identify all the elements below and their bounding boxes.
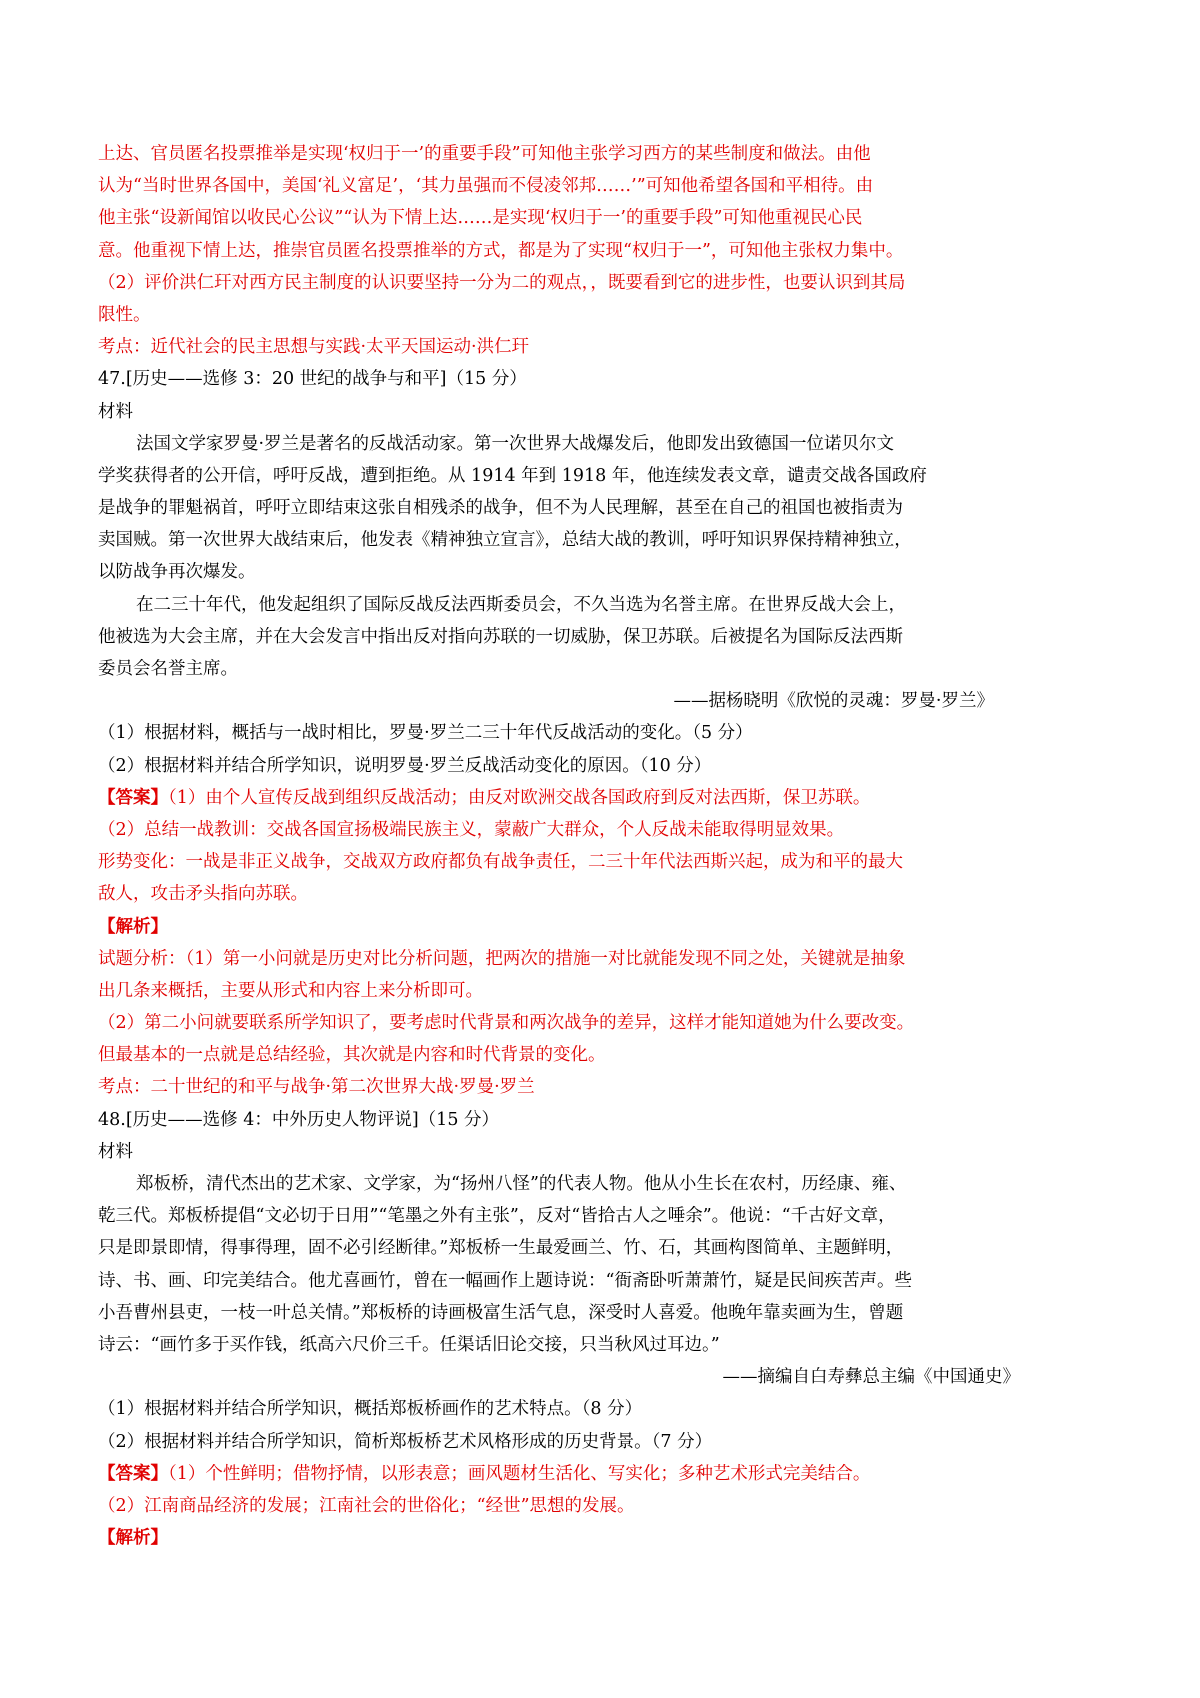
q47-material-label: 材料 — [98, 401, 133, 422]
q47-answer-line: 形势变化：一战是非正义战争，交战双方政府都负有战争责任，二三十年代法西斯兴起，成为和平的最大 — [98, 852, 903, 873]
q47-heading: 47.[历史——选修 3：20 世纪的战争与和平]（15 分） — [98, 369, 527, 390]
q48-heading: 48.[历史——选修 4：中外历史人物评说]（15 分） — [98, 1109, 500, 1130]
q47-analysis-line: （2）第二小问就要联系所学知识了，要考虑时代背景和两次战争的差异，这样才能知道她为什么要改变。 — [98, 1013, 915, 1034]
q47-analysis-line: 试题分析：（1）第一小问就是历史对比分析问题，把两次的措施一对比就能发现不同之处，关键就是抽象 — [98, 948, 906, 969]
answer-tag: 【答案】 — [98, 1463, 168, 1484]
document-page — [98, 138, 1100, 1554]
q46-analysis-line: （2）评价洪仁玕对西方民主制度的认识要坚持一分为二的观点，，既要看到它的进步性，也要认识到其局 — [98, 272, 906, 293]
q47-answer-line — [98, 782, 1100, 814]
q48-source: ——摘编自白寿彝总主编《中国通史》 — [722, 1367, 1020, 1388]
q47-answer-line: （2）总结一战教训：交战各国宣扬极端民族主义，蒙蔽广大群众，个人反战未能取得明显效果。 — [98, 819, 845, 840]
q47-analysis-line: 出几条来概括，主要从形式和内容上来分析即可。 — [98, 980, 483, 1001]
q48-answer-line: （2）江南商品经济的发展；江南社会的世俗化；“经世”思想的发展。 — [98, 1495, 635, 1516]
answer-text: （1）由个人宣传反战到组织反战活动；由反对欧洲交战各国政府到反对法西斯，保卫苏联。 — [168, 787, 871, 808]
q48-analysis-tag: 【解析】 — [98, 1528, 168, 1549]
q48-question-2: （2）根据材料并结合所学知识，简析郑板桥艺术风格形成的历史背景。（7 分） — [98, 1431, 713, 1452]
q46-analysis-line: 他主张“设新闻馆以收民心公议”“认为下情上达……是实现‘权归于一’的重要手段”可知他重视民心民 — [98, 208, 863, 229]
q48-material-line: 郑板桥，清代杰出的艺术家、文学家，为“扬州八怪”的代表人物。他从小生长在农村，历经康、雍、 — [136, 1174, 907, 1194]
q47-material-line: 学奖获得者的公开信，呼吁反战，遭到拒绝。从 1914 年到 1918 年，他连续发表文章，谴责交战各国政府 — [98, 465, 927, 486]
q47-answer-line: 敌人，攻击矛头指向苏联。 — [98, 884, 308, 905]
q47-material-line: 以防战争再次爆发。 — [98, 562, 256, 583]
q46-analysis-line: 上达、官员匿名投票推举是实现‘权归于一’的重要手段”可知他主张学习西方的某些制度和做法。由他 — [98, 144, 871, 164]
q47-question-1: （1）根据材料，概括与一战时相比，罗曼·罗兰二三十年代反战活动的变化。（5 分） — [98, 723, 753, 744]
q47-analysis-line: 但最基本的一点就是总结经验，其次就是内容和时代背景的变化。 — [98, 1045, 606, 1066]
q46-analysis-line: 认为“当时世界各国中，美国‘礼义富足’，‘其力虽强而不侵凌邻邦……’”可知他希望各国和平相待。由 — [98, 176, 874, 197]
q48-material-line: 只是即景即情，得事得理，固不必引经断律。”郑板桥一生最爱画兰、竹、石，其画构图简单、主题鲜明， — [98, 1238, 904, 1259]
q47-material-line: 法国文学家罗曼·罗兰是著名的反战活动家。第一次世界大战爆发后，他即发出致德国一位诺贝尔文 — [136, 433, 895, 454]
q47-material-line: 卖国贼。第一次世界大战结束后，他发表《精神独立宣言》，总结大战的教训，呼吁知识界保持精神独立， — [98, 530, 912, 551]
q47-kaodian: 考点：二十世纪的和平与战争·第二次世界大战·罗曼·罗兰 — [98, 1077, 535, 1098]
q47-analysis-tag: 【解析】 — [98, 916, 168, 937]
q46-kaodian: 考点：近代社会的民主思想与实践·太平天国运动·洪仁玕 — [98, 337, 530, 358]
answer-tag: 【答案】 — [98, 787, 168, 808]
q47-material-line: 委员会名誉主席。 — [98, 659, 238, 679]
q48-material-line: 小吾曹州县吏，一枝一叶总关情。”郑板桥的诗画极富生活气息，深受时人喜爱。他晚年靠卖画为生，曾题 — [98, 1302, 904, 1323]
q48-material-line: 诗云：“画竹多于买作钱，纸高六尺价三千。任渠话旧论交接，只当秋风过耳边。” — [98, 1334, 720, 1355]
q47-material-line: 他被选为大会主席，并在大会发言中指出反对指向苏联的一切威胁，保卫苏联。后被提名为国际反法西斯 — [98, 626, 903, 647]
q48-answer-line — [98, 1458, 1100, 1490]
q48-material-line: 诗、书、画、印完美结合。他尤喜画竹，曾在一幅画作上题诗说：“衙斋卧听萧萧竹，疑是民间疾苦声。些 — [98, 1270, 912, 1291]
q48-material-line: 乾三代。郑板桥提倡“文必切于日用”“笔墨之外有主张”，反对“皆拾古人之唾余”。他说：“千古好文章， — [98, 1206, 896, 1227]
q48-material-label: 材料 — [98, 1141, 133, 1162]
q48-question-1: （1）根据材料并结合所学知识，概括郑板桥画作的艺术特点。（8 分） — [98, 1399, 643, 1420]
q46-analysis-line: 限性。 — [98, 304, 151, 325]
q46-analysis-line: 意。他重视下情上达，推崇官员匿名投票推举的方式，都是为了实现“权归于一”，可知他主张权力集中。 — [98, 240, 904, 261]
answer-text: （1）个性鲜明；借物抒情，以形表意；画风题材生活化、写实化；多种艺术形式完美结合。 — [168, 1463, 871, 1484]
q47-question-2: （2）根据材料并结合所学知识，说明罗曼·罗兰反战活动变化的原因。（10 分） — [98, 755, 712, 776]
q47-source: ——据杨晓明《欣悦的灵魂：罗曼·罗兰》 — [673, 691, 994, 712]
q47-material-line: 是战争的罪魁祸首，呼吁立即结束这张自相残杀的战争，但不为人民理解，甚至在自己的祖国也被指责为 — [98, 498, 903, 519]
q47-material-line: 在二三十年代，他发起组织了国际反战反法西斯委员会，不久当选为名誉主席。在世界反战大会上， — [136, 594, 906, 615]
